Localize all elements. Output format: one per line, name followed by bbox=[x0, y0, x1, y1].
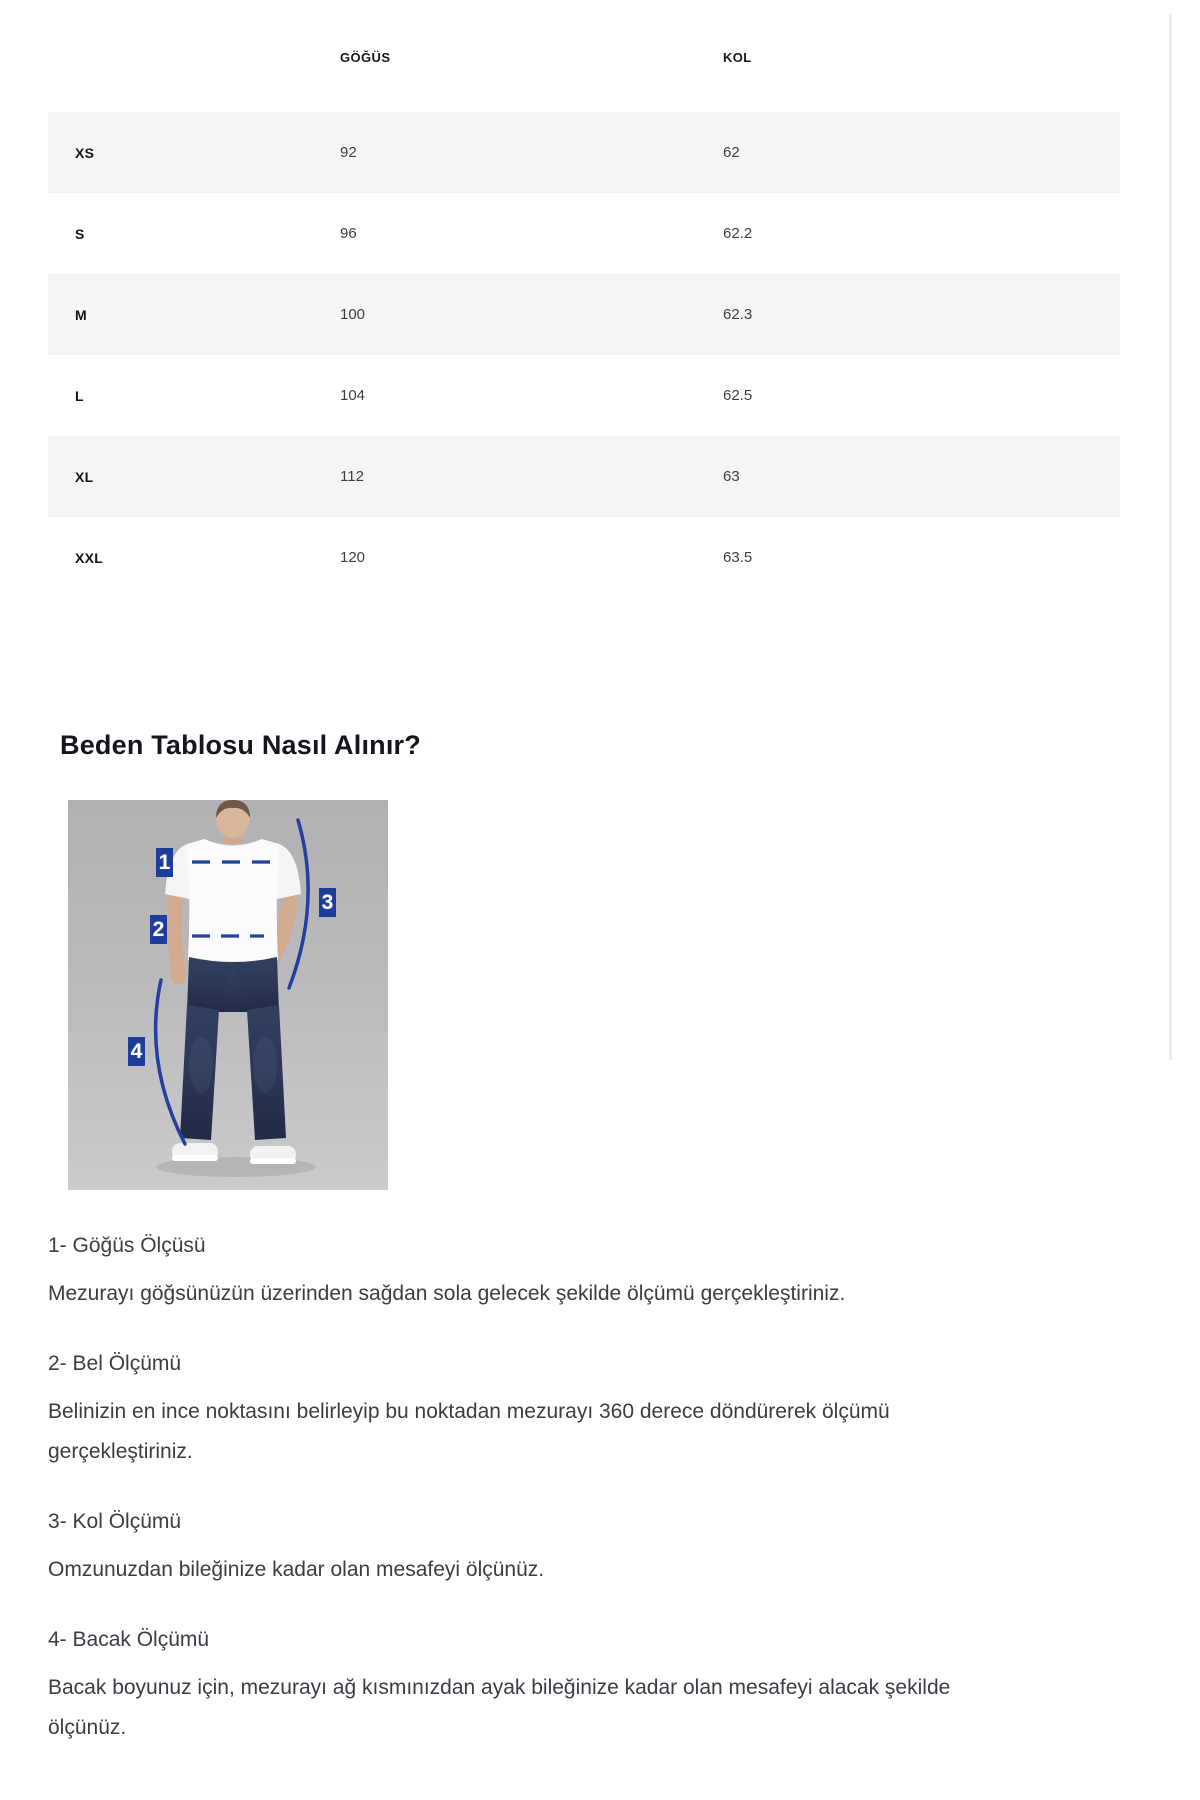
step-title: 1- Göğüs Ölçüsü bbox=[48, 1234, 206, 1257]
size-label: L bbox=[75, 387, 84, 404]
left-sole bbox=[172, 1155, 218, 1161]
step-text: Bacak boyunuz için, mezurayı ağ kısmınızdan ayak bileğinize kadar olan mesafeyi alacak şekilde ölçünüz. bbox=[48, 1676, 951, 1739]
leg-measure-curve bbox=[156, 980, 185, 1144]
chest-value: 100 bbox=[340, 306, 366, 323]
size-row-m bbox=[48, 274, 1120, 355]
tshirt-torso bbox=[187, 839, 279, 965]
arm-column-header: KOL bbox=[723, 50, 752, 65]
arm-value: 62.3 bbox=[723, 306, 753, 323]
scrollbar-track[interactable] bbox=[1169, 14, 1172, 1060]
size-row-s bbox=[48, 193, 1120, 274]
step-leg bbox=[48, 1620, 1123, 1748]
step-arm bbox=[48, 1502, 1123, 1590]
step-title: 2- Bel Ölçümü bbox=[48, 1352, 182, 1375]
measure-marker-4: 4 bbox=[128, 1037, 145, 1066]
measure-marker-2: 2 bbox=[150, 915, 167, 944]
size-row-l bbox=[48, 355, 1120, 436]
step-title: 4- Bacak Ölçümü bbox=[48, 1628, 210, 1651]
size-label: XXL bbox=[75, 549, 104, 566]
model-photo bbox=[68, 800, 388, 1190]
measurement-instructions bbox=[48, 1226, 1123, 1748]
size-row-xs bbox=[48, 112, 1120, 193]
step-text: Belinizin en ince noktasını belirleyip bu noktadan mezurayı 360 derece döndürerek ölçümü gerçekleştiriniz. bbox=[48, 1400, 890, 1463]
guide-title: Beden Tablosu Nasıl Alınır? bbox=[60, 730, 421, 760]
measurement-figure bbox=[68, 800, 388, 1190]
arm-value: 62 bbox=[723, 144, 740, 161]
model-left-hand bbox=[170, 963, 186, 985]
step-text: Omzunuzdan bileğinize kadar olan mesafeyi ölçünüz. bbox=[48, 1558, 545, 1581]
chest-value: 120 bbox=[340, 549, 366, 566]
size-row-xxl bbox=[48, 517, 1120, 598]
step-text: Mezurayı göğsünüzün üzerinden sağdan sola gelecek şekilde ölçümü gerçekleştiriniz. bbox=[48, 1282, 846, 1305]
measure-marker-3: 3 bbox=[319, 888, 336, 917]
model-left-arm bbox=[167, 890, 185, 970]
arm-value: 62.2 bbox=[723, 225, 753, 242]
size-table-header-row bbox=[48, 26, 1120, 112]
jeans-wash-left bbox=[189, 1037, 213, 1093]
chest-value: 104 bbox=[340, 387, 366, 404]
jeans-wash-right bbox=[253, 1037, 277, 1093]
arm-value: 63.5 bbox=[723, 549, 753, 566]
size-label: XS bbox=[75, 144, 95, 161]
size-label: S bbox=[75, 225, 85, 242]
arm-value: 63 bbox=[723, 468, 740, 485]
step-waist bbox=[48, 1344, 1123, 1472]
size-label: M bbox=[75, 306, 87, 323]
right-sole bbox=[250, 1158, 296, 1164]
chest-value: 96 bbox=[340, 225, 357, 242]
step-chest bbox=[48, 1226, 1123, 1314]
arm-value: 62.5 bbox=[723, 387, 753, 404]
chest-column-header: GÖĞÜS bbox=[340, 50, 391, 65]
measure-marker-1: 1 bbox=[156, 848, 173, 877]
size-row-xl bbox=[48, 436, 1120, 517]
size-column-header bbox=[48, 26, 340, 112]
chest-value: 112 bbox=[340, 468, 364, 485]
step-title: 3- Kol Ölçümü bbox=[48, 1510, 182, 1533]
chest-value: 92 bbox=[340, 144, 357, 161]
size-table bbox=[48, 26, 1120, 598]
size-label: XL bbox=[75, 468, 94, 485]
